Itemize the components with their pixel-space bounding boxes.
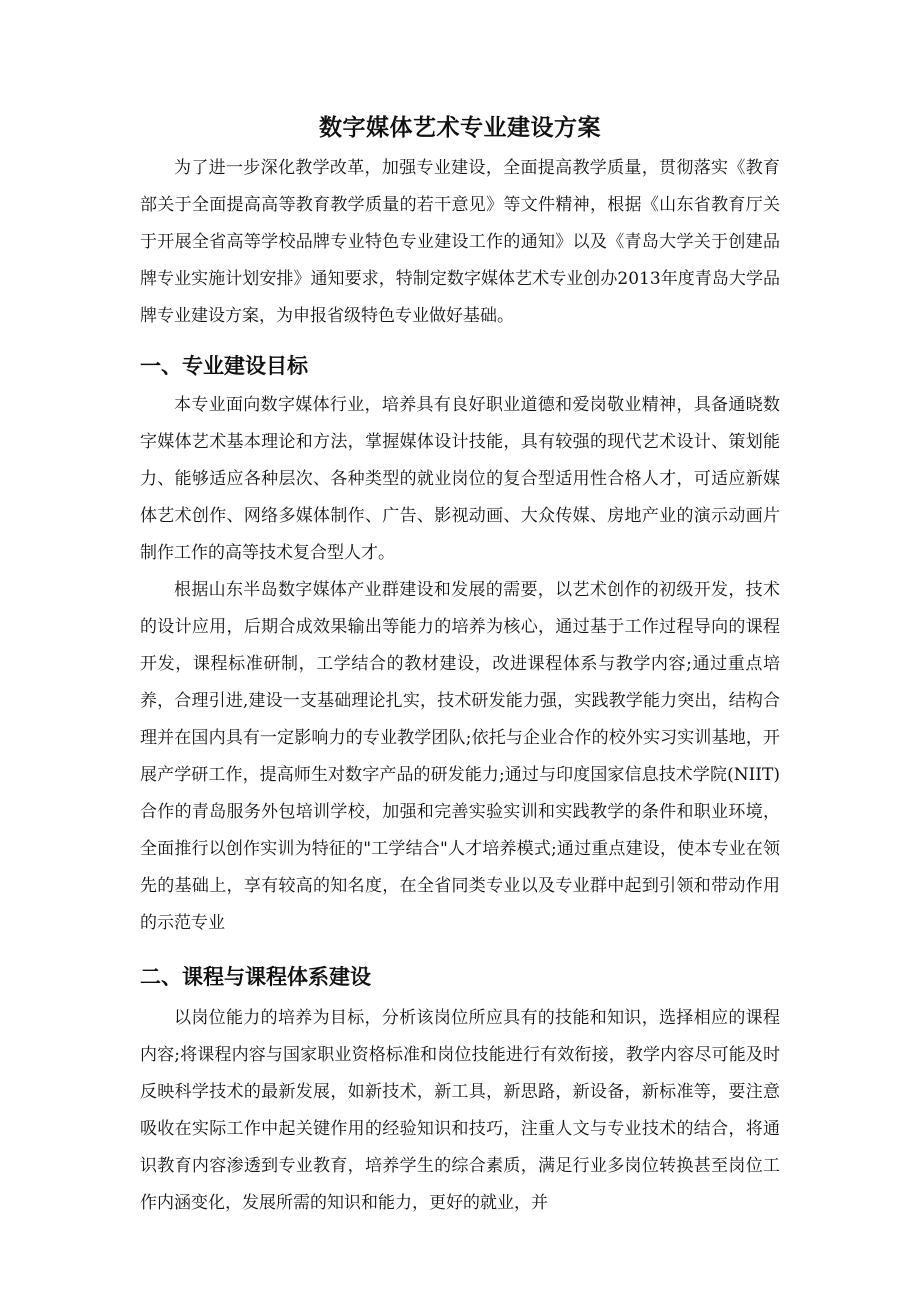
section-heading-curriculum: 二、课程与课程体系建设: [140, 965, 371, 989]
goals-paragraph-2: 根据山东半岛数字媒体产业群建设和发展的需要，以艺术创作的初级开发，技术的设计应用，后期合成效果输出等能力的培养为核心，通过基于工作过程导向的课程开发，课程标准研制，工学结合的教材建设，改进课程体系与教学内容;通过重点培养，合理引进,建设一支基础理论扎实，技术研发能力强，实践教学能力突出，结构合理并在国内具有一定影响力的专业教学团队;依托与企业合作的校外实习实训基地，开展产学研工作，提高师生对数字产品的研发能力;通过与印度国家信息技术学院(NIIT)合作的青岛服务外包培训学校，加强和完善实验实训和实践教学的条件和职业环境，全面推行以创作实训为特征的"工学结合"人才培养模式;通过重点建设，使本专业在领先的基础上，享有较高的知名度，在全省同类专业以及专业群中起到引领和带动作用的示范专业: [140, 580, 780, 933]
document-body: [140, 150, 780, 1222]
goals-paragraph-1: 本专业面向数字媒体行业，培养具有良好职业道德和爱岗敬业精神，具备通晓数字媒体艺术基本理论和方法，掌握媒体设计技能，具有较强的现代艺术设计、策划能力、能够适应各种层次、各种类型的就业岗位的复合型适用性合格人才，可适应新媒体艺术创作、网络多媒体制作、广告、影视动画、大众传媒、房地产业的演示动画片制作工作的高等技术复合型人才。: [140, 395, 780, 563]
curriculum-paragraph-1: 以岗位能力的培养为目标，分析该岗位所应具有的技能和知识，选择相应的课程内容;将课程内容与国家职业资格标准和岗位技能进行有效衔接，教学内容尽可能及时反映科学技术的最新发展，如新技术，新工具，新思路，新设备，新标准等，要注意吸收在实际工作中起关键作用的经验知识和技巧，注重人文与专业技术的结合，将通识教育内容渗透到专业教育，培养学生的综合素质，满足行业多岗位转换甚至岗位工作内涵变化，发展所需的知识和能力，更好的就业，并: [140, 1008, 780, 1213]
intro-paragraph: 为了进一步深化教学改革，加强专业建设，全面提高教学质量，贯彻落实《教育部关于全面提高高等教育教学质量的若干意见》等文件精神，根据《山东省教育厅关于开展全省高等学校品牌专业特色专业建设工作的通知》以及《青岛大学关于创建品牌专业实施计划安排》通知要求，特制定数字媒体艺术专业创办2013年度青岛大学品牌专业建设方案，为申报省级特色专业做好基础。: [140, 158, 780, 326]
section-heading-goals: 一、专业建设目标: [140, 354, 308, 378]
document-title: 数字媒体艺术专业建设方案: [319, 115, 601, 141]
